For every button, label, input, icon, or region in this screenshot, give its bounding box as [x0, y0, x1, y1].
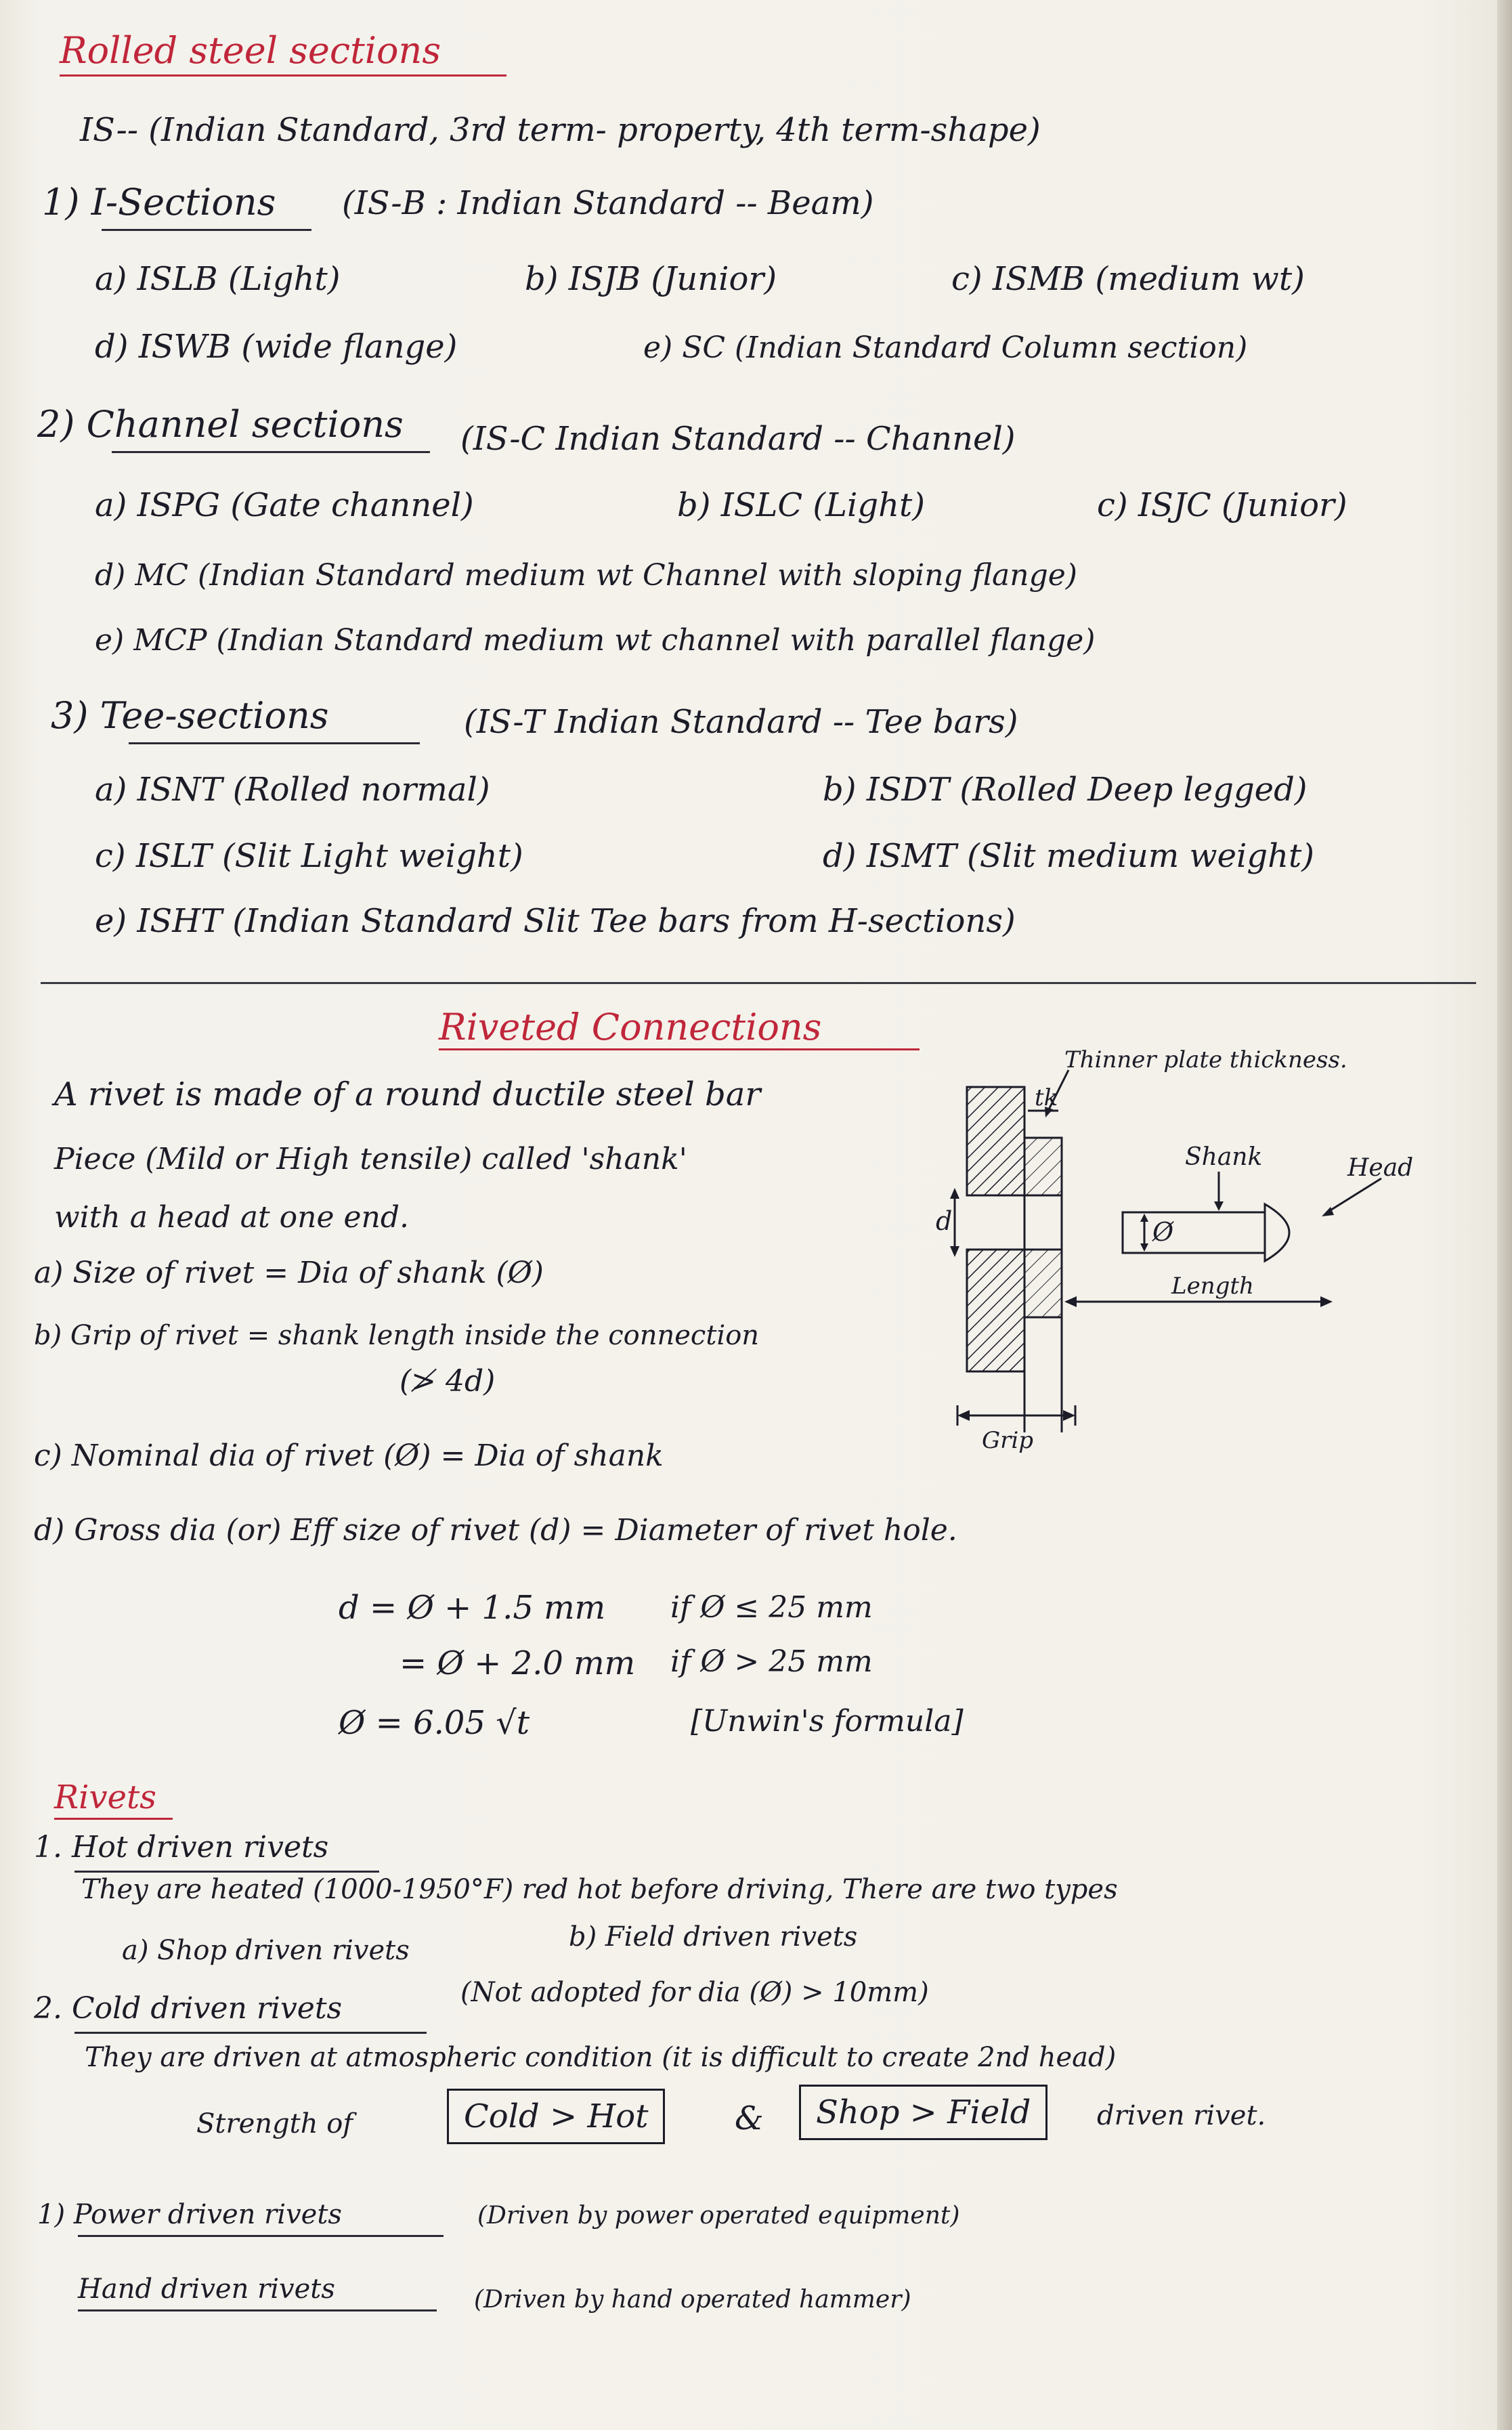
- rivet-intro-line: A rivet is made of a round ductile steel bar: [54, 1075, 761, 1113]
- hot-driven-underline: [74, 1871, 379, 1873]
- channel-item: c) ISJC (Junior): [1097, 486, 1347, 524]
- channel-item: a) ISPG (Gate channel): [95, 486, 474, 524]
- tee-item: a) ISNT (Rolled normal): [95, 771, 490, 809]
- formula-unwin: Ø = 6.05 √t: [339, 1704, 530, 1742]
- i-section-item: a) ISLB (Light): [95, 260, 341, 298]
- thick-plate-bottom: [967, 1250, 1024, 1371]
- hot-type: a) Shop driven rivets: [122, 1935, 410, 1966]
- riveted-title-underline: [439, 1048, 920, 1050]
- i-sections-underline: [102, 229, 311, 231]
- cold-driven-note: (Not adopted for dia (Ø) > 10mm): [460, 1977, 929, 2008]
- tee-item: e) ISHT (Indian Standard Slit Tee bars from H-sections): [95, 902, 1016, 940]
- formula-d-large: = Ø + 2.0 mm: [399, 1644, 636, 1682]
- tee-sections-underline: [129, 742, 420, 744]
- shank-dia-label: Ø: [1152, 1217, 1174, 1247]
- i-sections-heading: 1) I-Sections: [42, 181, 276, 223]
- unwin-formula-label: [Unwin's formula]: [691, 1704, 964, 1739]
- power-driven-underline: [78, 2235, 444, 2237]
- rivet-point-gross-dia: d) Gross dia (or) Eff size of rivet (d) = Diameter of rivet hole.: [34, 1513, 957, 1548]
- hand-driven-heading: Hand driven rivets: [78, 2274, 335, 2305]
- tee-sections-desc: (IS-T Indian Standard -- Tee bars): [464, 703, 1018, 741]
- rivet-point-nominal: c) Nominal dia of rivet (Ø) = Dia of shank: [34, 1438, 664, 1473]
- tee-sections-heading: 3) Tee-sections: [51, 694, 329, 737]
- i-section-item: d) ISWB (wide flange): [95, 328, 458, 366]
- rivets-title: Rivets: [54, 1778, 156, 1816]
- head-pointer: [1327, 1178, 1381, 1212]
- rivet-head: [1265, 1204, 1289, 1261]
- i-sections-desc: (IS-B : Indian Standard -- Beam): [342, 184, 874, 222]
- cold-hot-box: Cold > Hot: [447, 2089, 665, 2144]
- rivet-diagram: [936, 1043, 1435, 1463]
- page-binding-edge: [1497, 0, 1512, 2430]
- cold-driven-desc: They are driven at atmospheric condition (it is difficult to create 2nd head): [85, 2042, 1117, 2073]
- tee-item: d) ISMT (Slit medium weight): [823, 837, 1315, 875]
- power-driven-heading: 1) Power driven rivets: [37, 2199, 342, 2230]
- riveted-connections-title: Riveted Connections: [439, 1006, 822, 1048]
- is-naming-note: IS-- (Indian Standard, 3rd term- property, 4th term-shape): [80, 111, 1041, 149]
- rolled-steel-title-underline: [60, 74, 506, 77]
- channel-item: d) MC (Indian Standard medium wt Channel with sloping flange): [95, 558, 1077, 593]
- rivet-point-size: a) Size of rivet = Dia of shank (Ø): [34, 1256, 544, 1290]
- cold-driven-heading: 2. Cold driven rivets: [34, 1991, 343, 2026]
- i-section-item: e) SC (Indian Standard Column section): [643, 331, 1248, 365]
- tee-item: b) ISDT (Rolled Deep legged): [823, 771, 1308, 809]
- tee-item: c) ISLT (Slit Light weight): [95, 837, 523, 875]
- strength-ampersand: &: [735, 2099, 764, 2137]
- hot-driven-desc: They are heated (1000-1950°F) red hot before driving, There are two types: [81, 1874, 1118, 1905]
- hand-driven-desc: (Driven by hand operated hammer): [474, 2286, 911, 2314]
- section-divider: [41, 982, 1476, 984]
- head-label: Head: [1347, 1154, 1414, 1182]
- thinner-plate-label: Thinner plate thickness.: [1064, 1046, 1347, 1073]
- length-label: Length: [1171, 1273, 1254, 1300]
- cold-driven-underline: [74, 2032, 427, 2034]
- formula-condition: if Ø > 25 mm: [670, 1644, 873, 1679]
- grip-label: Grip: [982, 1427, 1034, 1454]
- rivet-point-grip: b) Grip of rivet = shank length inside the connection: [34, 1320, 760, 1351]
- rivet-intro-line: Piece (Mild or High tensile) called 'shank': [54, 1142, 687, 1176]
- channel-item: b) ISLC (Light): [677, 486, 926, 524]
- thin-plate-top: [1024, 1138, 1062, 1195]
- strength-tail: driven rivet.: [1097, 2100, 1266, 2131]
- shank-label: Shank: [1185, 1143, 1263, 1171]
- formula-condition: if Ø ≤ 25 mm: [670, 1590, 873, 1625]
- hole-dia-label: d: [936, 1206, 953, 1236]
- rolled-steel-title: Rolled steel sections: [60, 29, 441, 72]
- channel-item: e) MCP (Indian Standard medium wt channel with parallel flange): [95, 623, 1096, 658]
- i-section-item: c) ISMB (medium wt): [951, 260, 1305, 298]
- hot-type: b) Field driven rivets: [569, 1921, 858, 1953]
- power-driven-desc: (Driven by power operated equipment): [477, 2202, 960, 2230]
- hot-driven-heading: 1. Hot driven rivets: [34, 1830, 329, 1864]
- shop-field-box: Shop > Field: [799, 2085, 1047, 2140]
- tk-label: tk: [1035, 1084, 1058, 1111]
- channel-sections-desc: (IS-C Indian Standard -- Channel): [460, 420, 1016, 458]
- rivets-title-underline: [54, 1818, 173, 1820]
- formula-d-small: d = Ø + 1.5 mm: [339, 1589, 606, 1627]
- rivet-point-grip-limit: (≯ 4d): [399, 1364, 496, 1399]
- strength-label: Strength of: [196, 2108, 353, 2139]
- rivet-intro-line: with a head at one end.: [54, 1200, 410, 1235]
- channel-sections-heading: 2) Channel sections: [37, 403, 404, 446]
- hand-driven-underline: [78, 2309, 437, 2311]
- channel-sections-underline: [112, 451, 430, 453]
- thin-plate-bottom: [1024, 1250, 1062, 1317]
- thick-plate-top: [967, 1087, 1024, 1195]
- i-section-item: b) ISJB (Junior): [525, 260, 777, 298]
